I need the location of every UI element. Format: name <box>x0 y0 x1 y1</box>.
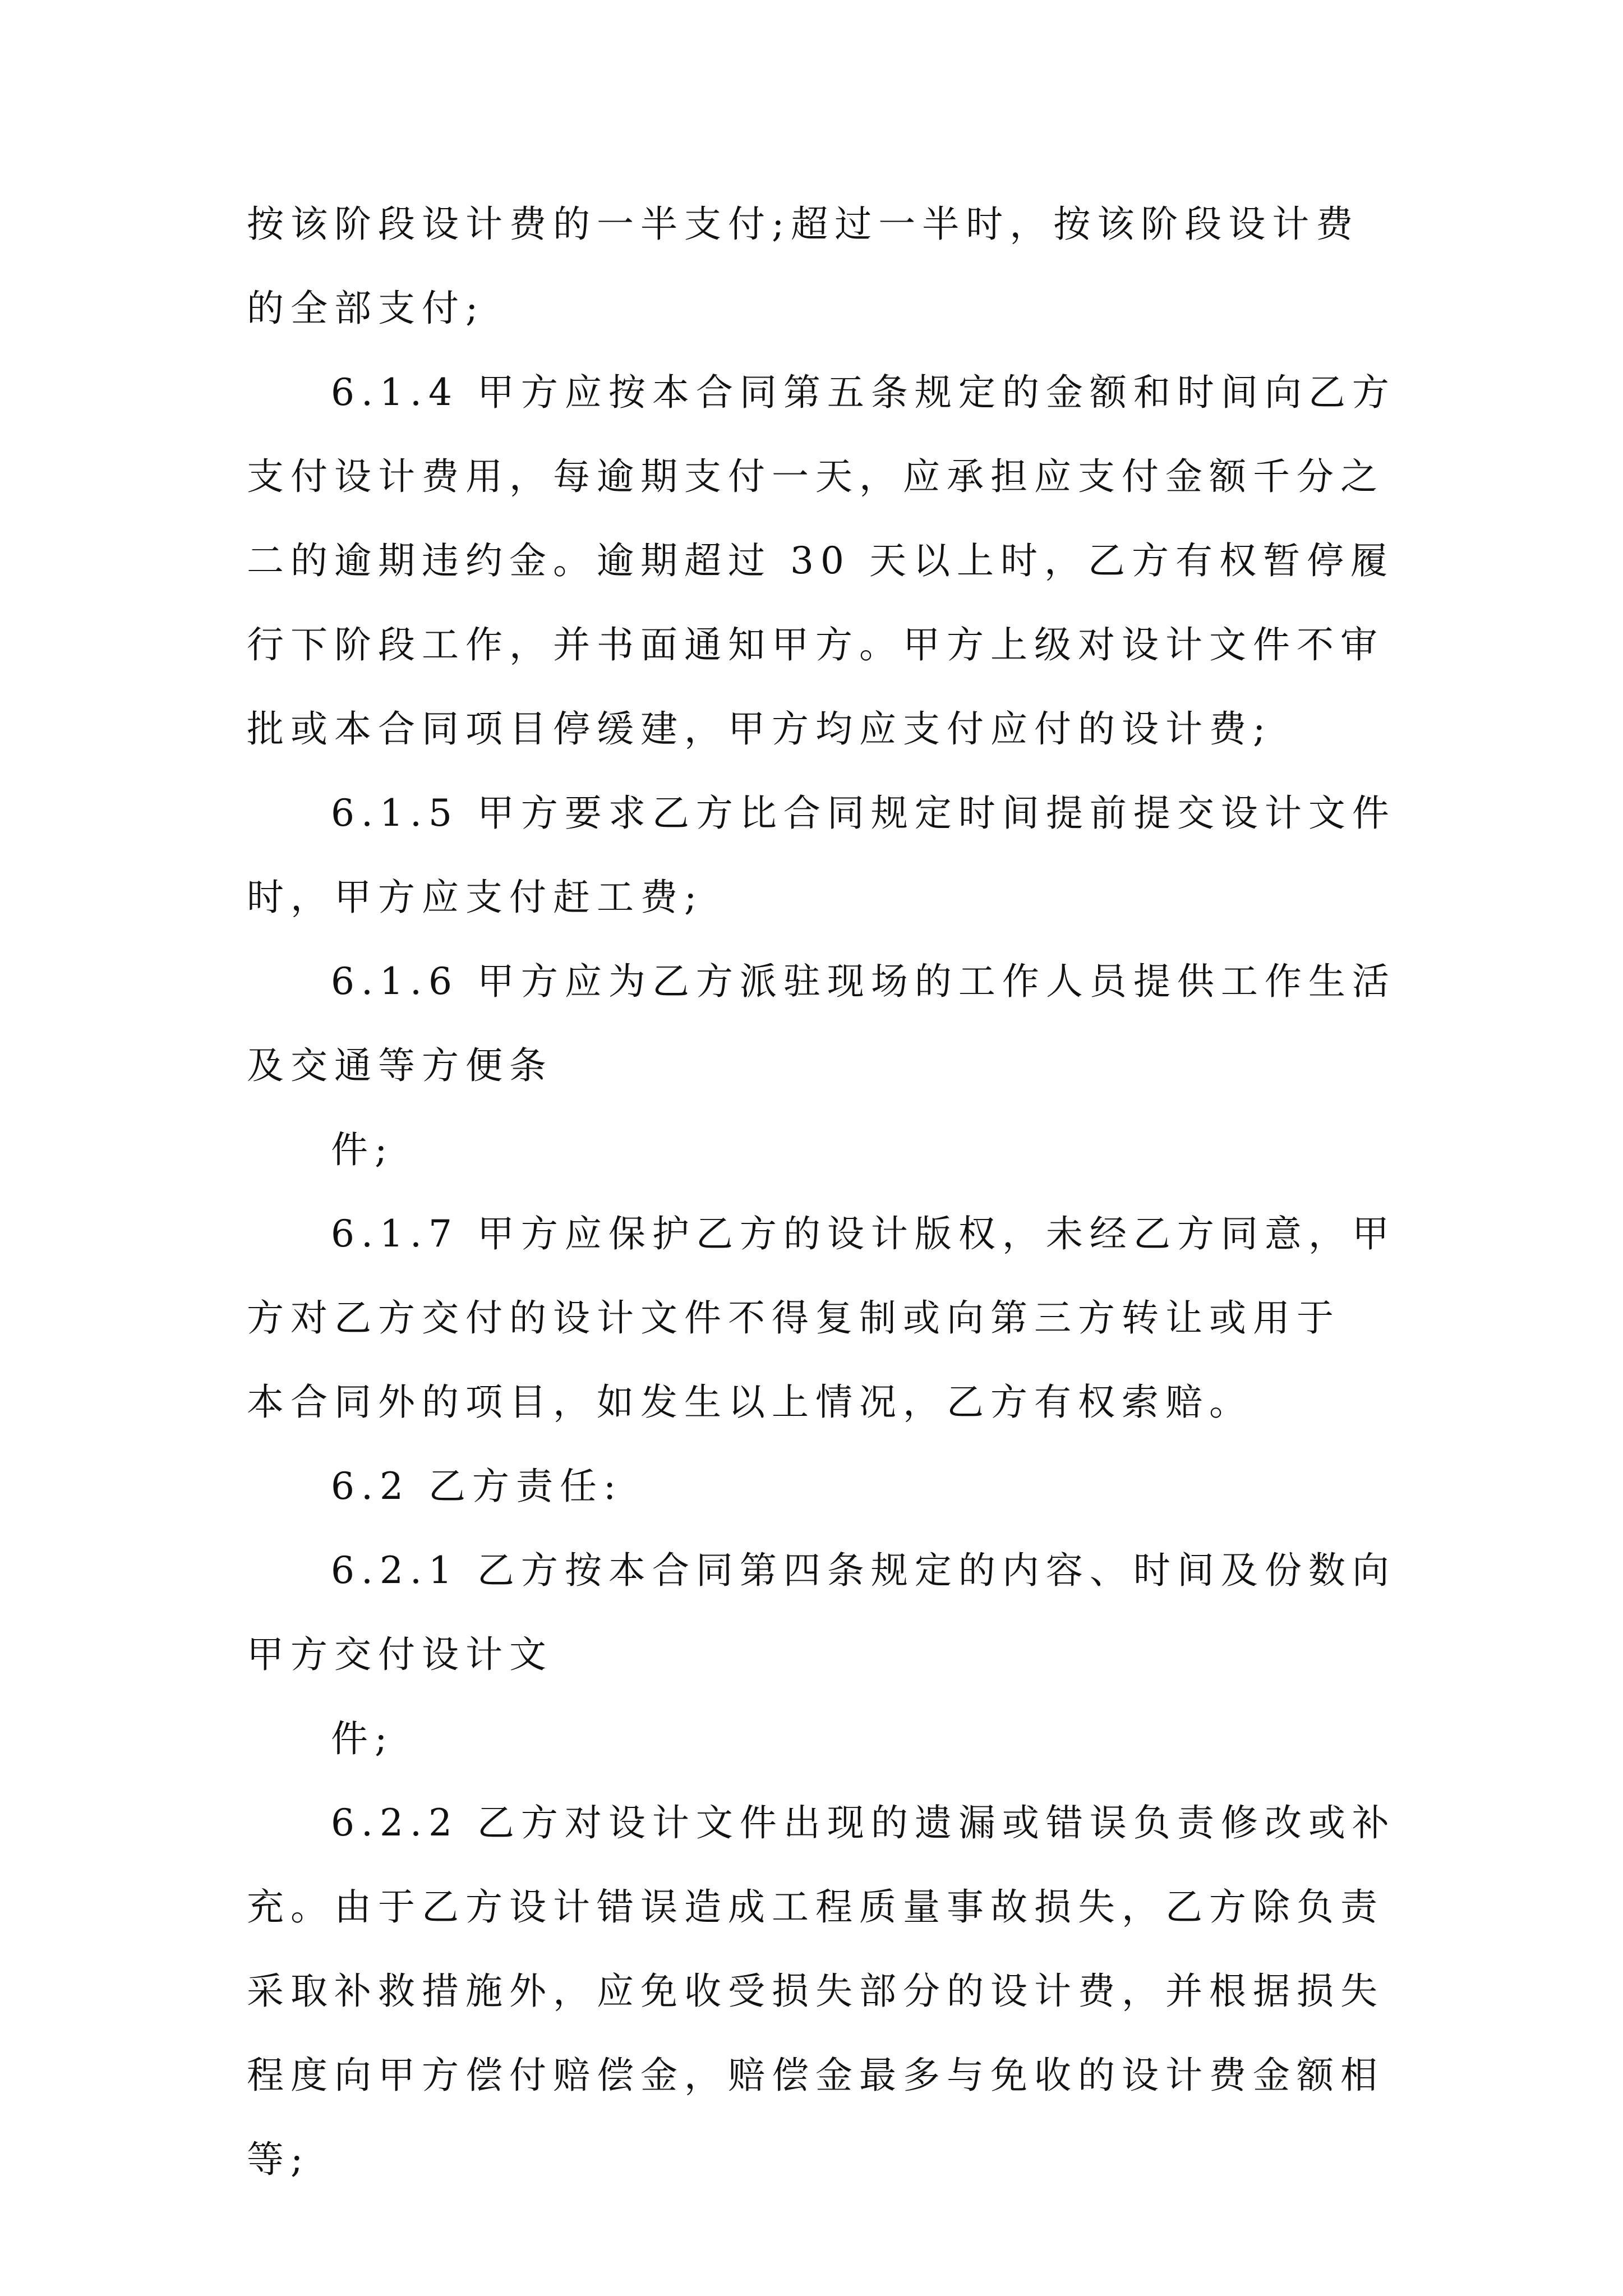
text-line-21: 充。由于乙方设计错误造成工程质量事故损失，乙方除负责 <box>247 1885 1384 1929</box>
text-line-18: 甲方交付设计文 <box>247 1633 553 1676</box>
text-line-1: 按该阶段设计费的一半支付;超过一半时，按该阶段设计费 <box>247 203 1360 246</box>
text-line-6: 行下阶段工作，并书面通知甲方。甲方上级对设计文件不审 <box>247 623 1384 666</box>
text-line-14: 方对乙方交付的设计文件不得复制或向第三方转让或用于 <box>247 1296 1340 1340</box>
clause-6-2-1: 6.2.1 乙方按本合同第四条规定的内容、时间及份数向 <box>331 1549 1396 1592</box>
text-line-2: 的全部支付; <box>247 287 485 330</box>
clause-6-1-6: 6.1.6 甲方应为乙方派驻现场的工作人员提供工作生活 <box>331 960 1396 1003</box>
text-line-12: 件; <box>331 1128 394 1171</box>
clause-6-1-5: 6.1.5 甲方要求乙方比合同规定时间提前提交设计文件 <box>331 792 1396 835</box>
clause-6-2-2: 6.2.2 乙方对设计文件出现的遗漏或错误负责修改或补 <box>331 1801 1396 1844</box>
text-line-22: 采取补救措施外，应免收受损失部分的设计费，并根据损失 <box>247 1970 1384 2013</box>
text-line-15: 本合同外的项目，如发生以上情况，乙方有权索赔。 <box>247 1381 1253 1424</box>
clause-6-1-7: 6.1.7 甲方应保护乙方的设计版权，未经乙方同意，甲 <box>331 1212 1396 1255</box>
text-line-23: 程度向甲方偿付赔偿金，赔偿金最多与免收的设计费金额相 <box>247 2054 1384 2097</box>
clause-6-1-4: 6.1.4 甲方应按本合同第五条规定的金额和时间向乙方 <box>331 371 1396 414</box>
text-line-4: 支付设计费用，每逾期支付一天，应承担应支付金额千分之 <box>247 455 1384 498</box>
text-line-24: 等; <box>247 2138 310 2181</box>
section-6-2-heading: 6.2 乙方责任: <box>331 1465 623 1508</box>
text-line-11: 及交通等方便条 <box>247 1044 553 1087</box>
text-line-19: 件; <box>331 1717 394 1760</box>
text-line-7: 批或本合同项目停缓建，甲方均应支付应付的设计费; <box>247 707 1272 751</box>
text-line-5: 二的逾期违约金。逾期超过 30 天以上时，乙方有权暂停履 <box>247 539 1394 582</box>
text-line-9: 时，甲方应支付赶工费; <box>247 876 704 919</box>
